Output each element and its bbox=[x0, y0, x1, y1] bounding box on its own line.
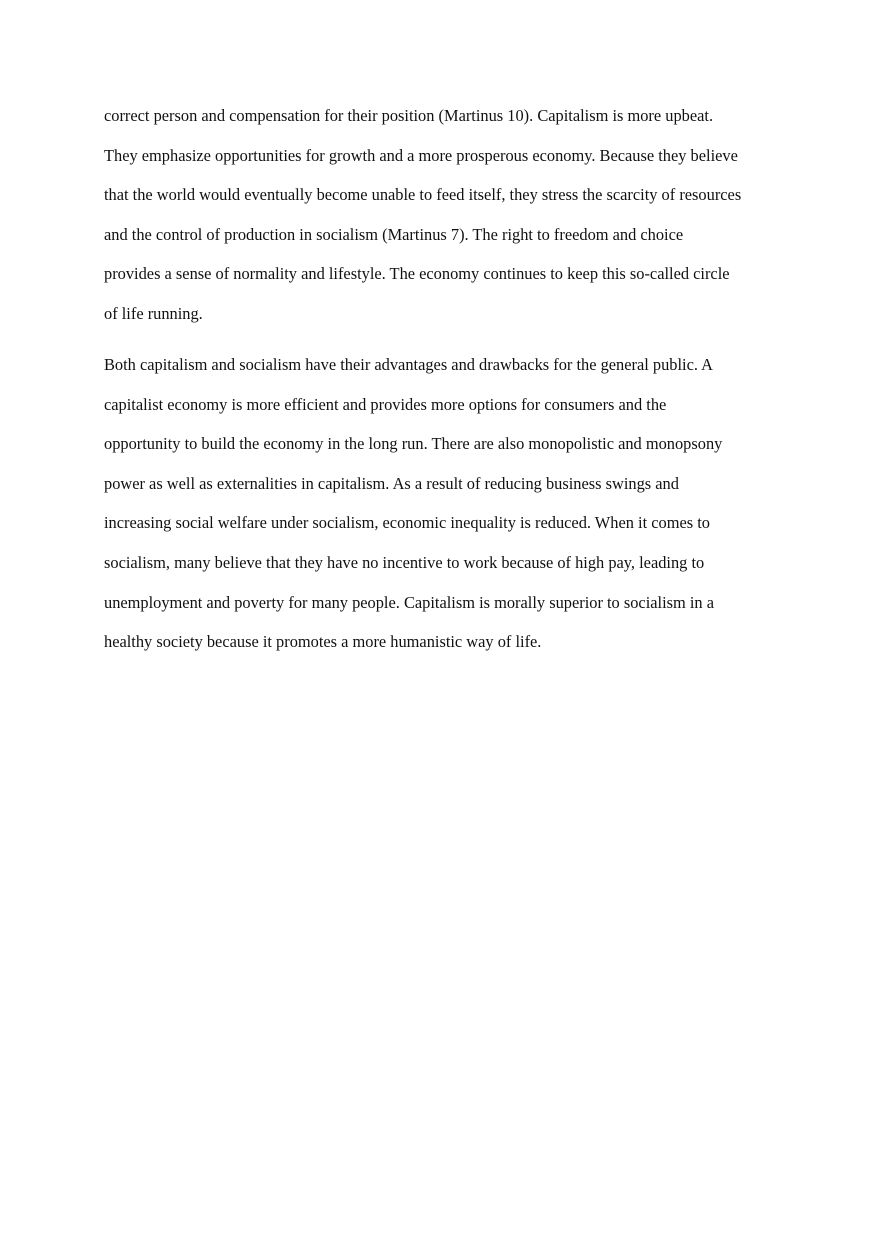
paragraph-line: that the world would eventually become unable to feed itself, they stress the scarcity of resources bbox=[104, 185, 742, 205]
paragraph-line: opportunity to build the economy in the long run. There are also monopolistic and monopsony bbox=[104, 434, 723, 454]
paragraph-line: capitalist economy is more efficient and provides more options for consumers and the bbox=[104, 394, 667, 414]
paragraph-line: healthy society because it promotes a more humanistic way of life. bbox=[104, 632, 542, 652]
paragraph-line: increasing social welfare under socialism, economic inequality is reduced. When it comes to bbox=[104, 513, 710, 533]
paragraph-line: socialism, many believe that they have no incentive to work because of high pay, leading to bbox=[104, 552, 705, 572]
paragraph-line: provides a sense of normality and lifestyle. The economy continues to keep this so-called circle bbox=[104, 264, 730, 284]
paragraph-line: unemployment and poverty for many people. Capitalism is morally superior to socialism in a bbox=[104, 592, 714, 612]
paragraph-2 bbox=[104, 345, 784, 662]
paragraph-line: of life running. bbox=[104, 303, 203, 323]
paragraph-line: Both capitalism and socialism have their advantages and drawbacks for the general public. A bbox=[104, 355, 713, 374]
paragraph-line: correct person and compensation for their position (Martinus 10). Capitalism is more upbeat. bbox=[104, 106, 714, 125]
paragraph-line: and the control of production in socialism (Martinus 7). The right to freedom and choice bbox=[104, 224, 684, 244]
paragraph-1 bbox=[104, 96, 784, 334]
paragraph-line: power as well as externalities in capitalism. As a result of reducing business swings and bbox=[104, 473, 679, 493]
paragraph-line: They emphasize opportunities for growth and a more prosperous economy. Because they believe bbox=[104, 145, 738, 165]
